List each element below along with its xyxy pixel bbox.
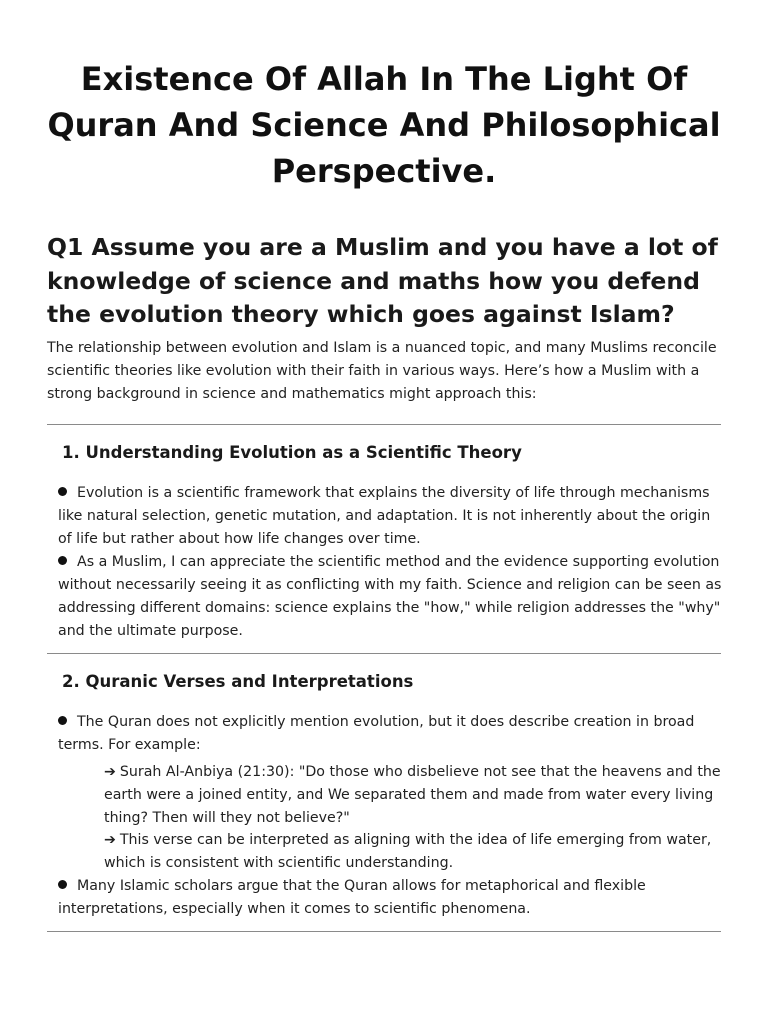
- section-divider: [47, 653, 721, 654]
- bullet-icon: [58, 556, 67, 565]
- section-heading: 1. Understanding Evolution as a Scientific Theory: [62, 443, 522, 462]
- list-item: [58, 711, 728, 757]
- right-arrow-icon: ➔: [104, 832, 116, 848]
- sub-item-text: Surah Al-Anbiya (21:30): "Do those who disbelieve not see that the heavens and the earth were a joined entity, and We separated them and made from water every living thing? Then will they not believe?": [104, 764, 721, 826]
- list-item: [58, 551, 728, 643]
- bullet-icon: [58, 487, 67, 496]
- sub-list-item: [104, 761, 724, 830]
- sub-item-text: This verse can be interpreted as aligning with the idea of life emerging from water, which is consistent with scientific understanding.: [104, 832, 712, 871]
- intro-paragraph: The relationship between evolution and Islam is a nuanced topic, and many Muslims reconcile scientific theories like evolution with their faith in various ways. Here’s how a Muslim with a strong background in science and mathematics might approach this:: [47, 340, 717, 402]
- bullet-text: The Quran does not explicitly mention evolution, but it does describe creation in broad terms. For example:: [58, 714, 695, 753]
- bullet-text: As a Muslim, I can appreciate the scientific method and the evidence supporting evolution without necessarily seeing it as conflicting with my faith. Science and religion can be seen as addressing different domains: science explains the "how," while religion addresses the "why" and the ultimate purpose.: [58, 554, 722, 639]
- right-arrow-icon: ➔: [104, 764, 116, 780]
- section-heading: 2. Quranic Verses and Interpretations: [62, 672, 414, 691]
- bullet-text: Evolution is a scientific framework that explains the diversity of life through mechanisms like natural selection, genetic mutation, and adaptation. It is not inherently about the origin of life but rather about how life changes over time.: [58, 485, 711, 547]
- list-item: [58, 875, 728, 921]
- list-item: [58, 482, 728, 551]
- section-divider: [47, 424, 721, 425]
- sub-list-item: [104, 829, 724, 875]
- section-divider: [47, 931, 721, 932]
- page-title: Existence Of Allah In The Light Of Quran And Science And Philosophical Perspective.: [47, 60, 721, 190]
- bullet-text: Many Islamic scholars argue that the Quran allows for metaphorical and flexible interpretations, especially when it comes to scientific phenomena.: [58, 878, 646, 917]
- bullet-icon: [58, 880, 67, 889]
- bullet-icon: [58, 716, 67, 725]
- question-heading: Q1 Assume you are a Muslim and you have a lot of knowledge of science and maths how you defend the evolution theory which goes against Islam?: [47, 233, 718, 328]
